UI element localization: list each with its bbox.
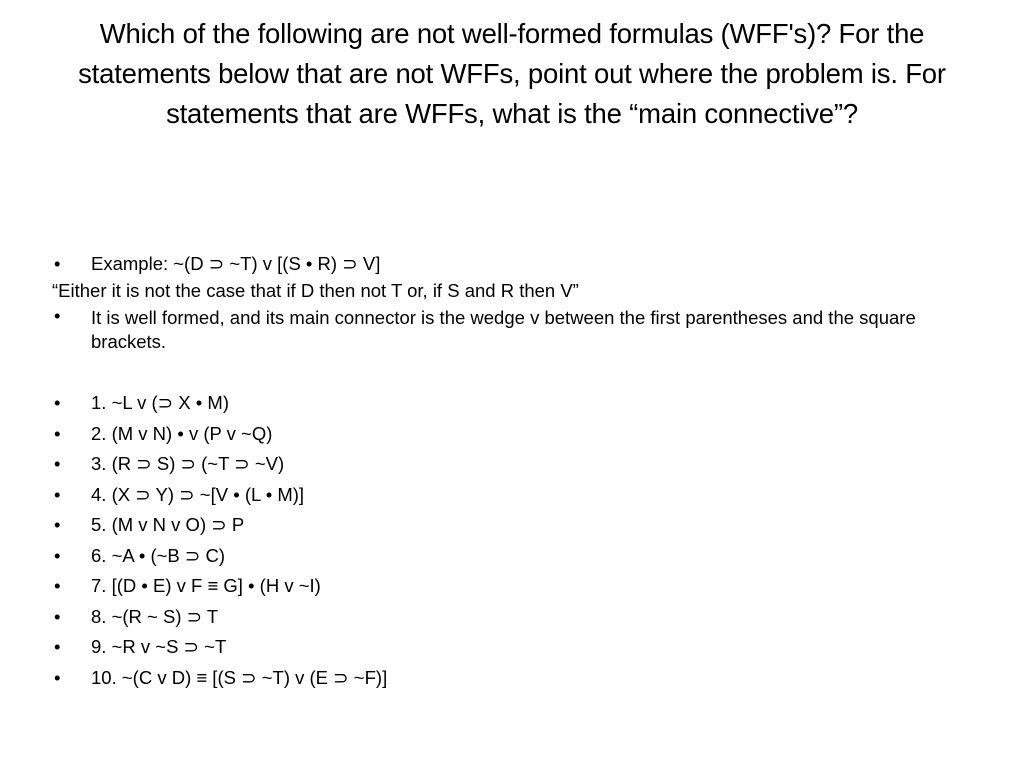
bullet-icon: • <box>54 666 61 688</box>
list-item-text: 9. ~R v ~S ⊃ ~T <box>91 636 227 657</box>
example-explanation: It is well formed, and its main connector is the wedge v between the first parentheses and the square brackets. <box>91 307 916 352</box>
spacer <box>52 358 972 388</box>
list-item <box>52 388 972 419</box>
list-item-text: 4. (X ⊃ Y) ⊃ ~[V • (L • M)] <box>91 483 305 505</box>
example-formula: Example: ~(D ⊃ ~T) v [(S • R) ⊃ V] <box>91 253 381 274</box>
bullet-icon: • <box>54 575 61 596</box>
list-item <box>52 602 972 633</box>
list-item-text: 2. (M v N) • v (P v ~Q) <box>91 422 273 444</box>
list-item <box>52 541 972 572</box>
example-explanation-bullet <box>52 304 972 358</box>
bullet-icon: • <box>54 544 61 566</box>
list-item-text: 8. ~(R ~ S) ⊃ T <box>91 605 219 627</box>
bullet-icon: • <box>54 514 61 535</box>
bullet-icon: • <box>54 453 61 474</box>
list-item-text: 3. (R ⊃ S) ⊃ (~T ⊃ ~V) <box>91 453 285 474</box>
bullet-icon: • <box>54 253 61 274</box>
bullet-icon: • <box>54 636 61 657</box>
list-item-text: 1. ~L v (⊃ X • M) <box>91 392 229 413</box>
bullet-icon: • <box>54 422 61 444</box>
list-item <box>52 419 972 450</box>
list-item <box>52 571 972 602</box>
example-reading: “Either it is not the case that if D then not T or, if S and R then V” <box>52 280 579 301</box>
list-item <box>52 510 972 541</box>
bullet-icon: • <box>54 605 61 627</box>
exercise-list <box>52 388 972 693</box>
list-item <box>52 480 972 511</box>
list-item-text: 6. ~A • (~B ⊃ C) <box>91 544 226 566</box>
list-item-text: 10. ~(C v D) ≡ [(S ⊃ ~T) v (E ⊃ ~F)] <box>91 666 388 688</box>
list-item-text: 7. [(D • E) v F ≡ G] • (H v ~I) <box>91 575 321 596</box>
list-item <box>52 449 972 480</box>
list-item <box>52 632 972 663</box>
bullet-icon: • <box>54 305 61 326</box>
list-item <box>52 663 972 694</box>
slide-title: Which of the following are not well-formed formulas (WFF's)? For the statements below that are not WFFs, point out where the problem is. For statements that are WFFs, what is the “main connective”? <box>78 18 946 129</box>
example-formula-bullet <box>52 250 972 277</box>
list-item-text: 5. (M v N v O) ⊃ P <box>91 514 245 535</box>
slide-body <box>52 250 972 693</box>
bullet-icon: • <box>54 483 61 505</box>
bullet-icon: • <box>54 392 61 413</box>
